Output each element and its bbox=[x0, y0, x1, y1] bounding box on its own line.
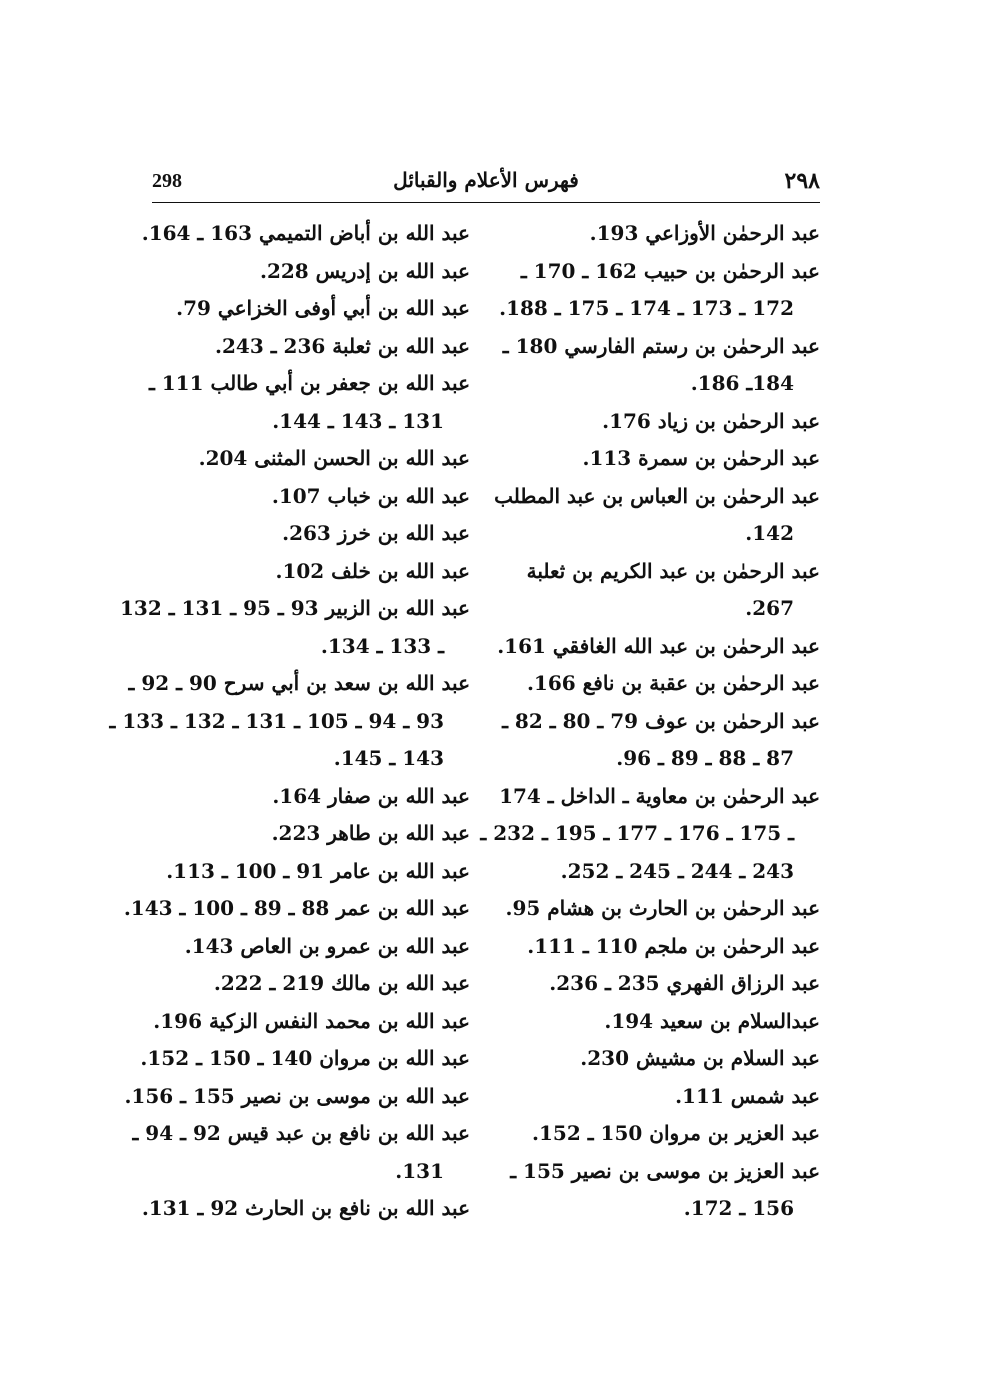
index-entry-continuation: 131 ـ 143 ـ 144. bbox=[272, 408, 444, 433]
index-entry: عبد الله بن عمرو بن العاص 143. bbox=[184, 933, 470, 958]
index-entry-continuation: 87 ـ 88 ـ 89 ـ 96. bbox=[616, 746, 794, 770]
index-entry: عبد الله بن ثعلبة 236 ـ 243. bbox=[215, 333, 470, 358]
index-entry: عبد الله بن أبي أوفى الخزاعي 79. bbox=[176, 296, 470, 320]
index-entry: عبد العزيز بن موسى بن نصير 155 ـ bbox=[510, 1158, 820, 1183]
index-entry-continuation: 267. bbox=[745, 596, 794, 620]
index-entry: عبد الرحمٰن بن زياد 176. bbox=[602, 408, 820, 433]
index-entry: عبد الله بن أباض التميمي 163 ـ 164. bbox=[141, 221, 470, 245]
page-header bbox=[152, 168, 820, 203]
index-entry-continuation: 243 ـ 244 ـ 245 ـ 252. bbox=[560, 858, 794, 883]
index-entry: عبد الرحمٰن بن حبيب 162 ـ 170 ـ bbox=[520, 258, 820, 283]
index-entry: عبد الرحمٰن بن عوف 79 ـ 80 ـ 82 ـ bbox=[502, 708, 820, 733]
index-entry: عبد الله بن إدريس 228. bbox=[259, 258, 470, 283]
index-entry-continuation: 184ـ 186. bbox=[690, 371, 794, 395]
index-column-right bbox=[480, 215, 820, 1228]
index-entry: عبد الله بن مالك 219 ـ 222. bbox=[213, 971, 470, 995]
page-number-latin: 298 bbox=[152, 170, 182, 192]
index-entry: عبدالسلام بن سعيد 194. bbox=[604, 1008, 820, 1033]
index-entry-continuation: ـ 175 ـ 176 ـ 177 ـ 195 ـ 232 ـ bbox=[480, 821, 794, 845]
index-entry-continuation: 156 ـ 172. bbox=[683, 1196, 794, 1220]
index-entry: عبد الله بن مروان 140 ـ 150 ـ 152. bbox=[140, 1046, 470, 1070]
index-entry: عبد شمس 111. bbox=[675, 1083, 820, 1108]
index-entry: عبد الرحمٰن بن رستم الفارسي 180 ـ bbox=[502, 333, 820, 358]
index-entry: عبد الله بن خلف 102. bbox=[275, 558, 470, 583]
index-entry-continuation: ـ 133 ـ 134. bbox=[320, 633, 444, 658]
index-entry: عبد الرحمٰن بن عقبة بن نافع 166. bbox=[526, 671, 820, 695]
index-entry: عبد الرزاق الفهري 235 ـ 236. bbox=[549, 971, 820, 995]
running-title: فهرس الأعلام والقبائل bbox=[393, 168, 579, 192]
page-number-arabic: ٢٩٨ bbox=[784, 168, 820, 194]
index-entry: عبد الرحمٰن بن سمرة 113. bbox=[582, 446, 820, 470]
index-entry-continuation: 93 ـ 94 ـ 105 ـ 131 ـ 132 ـ 133 ـ bbox=[109, 708, 444, 733]
index-entry: عبد الله بن نافع بن عبد قيس 92 ـ 94 ـ bbox=[132, 1121, 470, 1145]
index-entry: عبد الله بن خباب 107. bbox=[271, 483, 470, 508]
index-column-left bbox=[109, 215, 470, 1228]
index-entry: عبد الرحمٰن بن عبد الكريم بن ثعلبة bbox=[526, 558, 820, 583]
index-entry: عبد الله بن جعفر بن أبي طالب 111 ـ bbox=[148, 371, 470, 395]
index-entry: عبد الرحمٰن بن عبد الله الغافقي 161. bbox=[497, 633, 820, 658]
index-entry: عبد الرحمٰن الأوزاعي 193. bbox=[589, 221, 820, 245]
index-entry: عبد الرحمٰن بن الحارث بن هشام 95. bbox=[505, 896, 820, 920]
index-entry: عبد الله بن محمد النفس الزكية 196. bbox=[153, 1008, 470, 1033]
index-entry: عبد الله بن خرز 263. bbox=[282, 521, 470, 545]
index-entry: عبد الله بن طاهر 223. bbox=[271, 821, 470, 845]
index-entry: عبد السلام بن مشيش 230. bbox=[580, 1046, 820, 1070]
index-entry: عبد الله بن عامر 91 ـ 100 ـ 113. bbox=[166, 858, 470, 883]
index-entry: عبد الله بن الزبير 93 ـ 95 ـ 131 ـ 132 bbox=[119, 596, 470, 620]
index-entry: عبد الله بن عمر 88 ـ 89 ـ 100 ـ 143. bbox=[123, 896, 470, 920]
index-entry: عبد الرحمٰن بن العباس بن عبد المطلب bbox=[494, 483, 820, 508]
index-entry: عبد الرحمٰن بن معاوية ـ الداخل ـ 174 bbox=[499, 783, 820, 808]
index-entry: عبد العزير بن مروان 150 ـ 152. bbox=[532, 1121, 820, 1145]
index-entry: عبد الله بن سعد بن أبي سرح 90 ـ 92 ـ bbox=[128, 671, 470, 695]
index-entry: عبد الله بن صفار 164. bbox=[272, 783, 470, 808]
index-entry: عبد الرحمٰن بن ملجم 110 ـ 111. bbox=[527, 933, 820, 958]
index-entry-continuation: 131. bbox=[395, 1158, 444, 1183]
index-entry: عبد الله بن نافع بن الحارث 92 ـ 131. bbox=[141, 1196, 470, 1220]
index-entry: عبد الله بن الحسن المثنى 204. bbox=[198, 446, 470, 470]
index-entry-continuation: 142. bbox=[745, 521, 794, 545]
index-entry-continuation: 172 ـ 173 ـ 174 ـ 175 ـ 188. bbox=[499, 296, 794, 320]
index-entry-continuation: 143 ـ 145. bbox=[333, 746, 444, 770]
index-entry: عبد الله بن موسى بن نصير 155 ـ 156. bbox=[124, 1083, 470, 1108]
